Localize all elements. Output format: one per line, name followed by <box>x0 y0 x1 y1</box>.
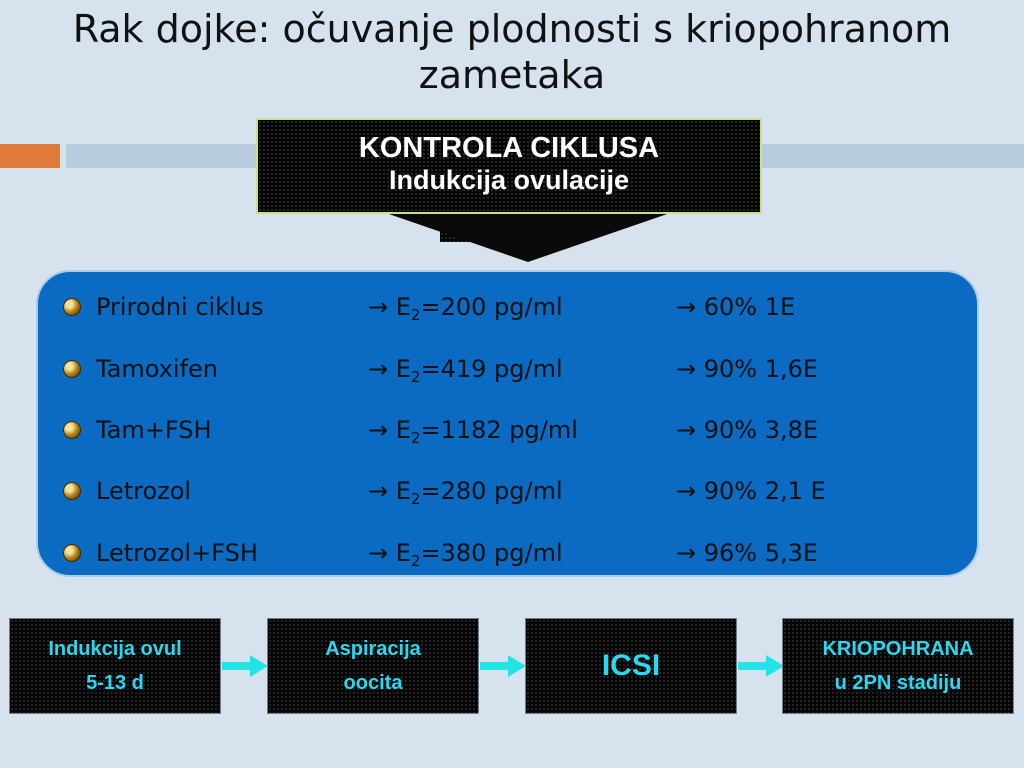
e2-label: E <box>395 293 411 321</box>
cycle-control-heading: KONTROLA CIKLUSA <box>358 132 660 164</box>
slide-title-line-2: zametaka <box>418 53 606 97</box>
arrow-glyph: → <box>676 293 697 321</box>
cycle-control-box <box>256 118 762 214</box>
outcome <box>676 410 818 450</box>
step-label-line-1: Aspiracija <box>325 638 421 660</box>
step-oocyte-aspiration <box>267 618 479 714</box>
estradiol-level <box>368 287 563 327</box>
estradiol-level <box>368 533 563 573</box>
protocol-name: Prirodni ciklus <box>96 293 264 321</box>
e2-subscript: 2 <box>410 429 421 447</box>
e2-label: E <box>395 416 411 444</box>
outcome <box>676 287 795 327</box>
arrow-glyph: → <box>676 539 697 567</box>
protocol-name: Letrozol+FSH <box>96 539 258 567</box>
outcome <box>676 471 826 511</box>
down-arrow-icon <box>383 212 673 262</box>
decorative-orange-band <box>0 144 60 168</box>
protocol-row <box>60 471 960 511</box>
e2-value: =200 pg/ml <box>420 293 563 321</box>
bullet-icon <box>63 360 81 378</box>
protocol-name: Tam+FSH <box>96 416 212 444</box>
e2-value: =1182 pg/ml <box>420 416 578 444</box>
bullet-icon <box>63 298 81 316</box>
outcome-value: 90% 3,8E <box>703 416 819 444</box>
arrow-glyph: → <box>368 416 389 444</box>
estradiol-level <box>368 471 563 511</box>
protocol-name: Letrozol <box>96 477 192 505</box>
step-label-line-1: Indukcija ovul <box>48 638 182 660</box>
arrow-glyph: → <box>368 355 389 383</box>
bullet-icon <box>63 421 81 439</box>
e2-subscript: 2 <box>410 552 421 570</box>
step-label: ICSI <box>601 649 661 682</box>
e2-subscript: 2 <box>410 368 421 386</box>
step-label-line-1: KRIOPOHRANA <box>822 638 974 660</box>
arrow-glyph: → <box>368 539 389 567</box>
protocol-row <box>60 533 960 573</box>
e2-label: E <box>395 355 411 383</box>
e2-value: =380 pg/ml <box>420 539 563 567</box>
protocol-row <box>60 349 960 389</box>
outcome <box>676 349 818 389</box>
estradiol-level <box>368 349 563 389</box>
outcome-value: 90% 1,6E <box>703 355 819 383</box>
arrow-glyph: → <box>676 416 697 444</box>
arrow-glyph: → <box>676 477 697 505</box>
protocol-name: Tamoxifen <box>96 355 219 383</box>
slide-title <box>0 6 1024 98</box>
step-label-line-2: 5-13 d <box>86 672 144 694</box>
e2-subscript: 2 <box>410 306 421 324</box>
bullet-icon <box>63 544 81 562</box>
arrow-glyph: → <box>368 293 389 321</box>
step-label-line-2: u 2PN stadiju <box>834 672 962 694</box>
outcome <box>676 533 818 573</box>
e2-label: E <box>395 477 411 505</box>
step-cryopreservation <box>782 618 1014 714</box>
e2-value: =280 pg/ml <box>420 477 563 505</box>
slide-title-line-1: Rak dojke: očuvanje plodnosti s kriopohranom <box>72 7 952 51</box>
step-ovulation-induction <box>9 618 221 714</box>
bullet-icon <box>63 482 81 500</box>
ovulation-induction-subheading: Indukcija ovulacije <box>388 165 630 195</box>
estradiol-level <box>368 410 578 450</box>
step-icsi <box>525 618 737 714</box>
step-label-line-2: oocita <box>343 672 403 694</box>
e2-value: =419 pg/ml <box>420 355 563 383</box>
e2-label: E <box>395 539 411 567</box>
protocol-row <box>60 287 960 327</box>
arrow-glyph: → <box>368 477 389 505</box>
e2-subscript: 2 <box>410 490 421 508</box>
outcome-value: 96% 5,3E <box>703 539 819 567</box>
arrow-glyph: → <box>676 355 697 383</box>
protocol-row <box>60 410 960 450</box>
outcome-value: 90% 2,1 E <box>703 477 826 505</box>
outcome-value: 60% 1E <box>703 293 796 321</box>
